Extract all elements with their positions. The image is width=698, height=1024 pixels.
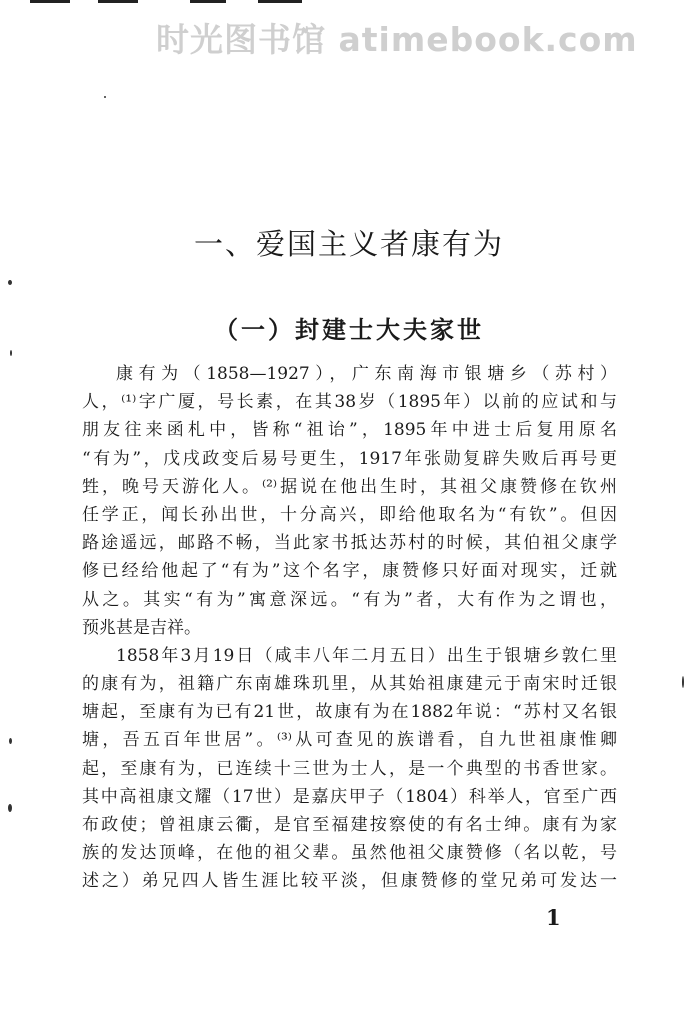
text-line: 塘，吾五百年世居”。⁽³⁾从可查见的族谱看，自九世祖康惟卿: [82, 730, 617, 751]
text-line: 其中高祖康文耀（17世）是嘉庆甲子（1804）科举人，官至广西: [82, 786, 617, 807]
page-number: 1: [546, 905, 561, 930]
text-line: 塘起，至康有为已有21世，故康有为在1882年说：“苏村又名银: [82, 702, 617, 723]
scan-speck: [104, 96, 106, 98]
chapter-title: 一、爱国主义者康有为: [193, 227, 504, 261]
text-line: 朋友往来函札中，皆称“祖诒”，1895年中进士后复用原名: [82, 420, 617, 441]
text-line: 族的发达顶峰，在他的祖父辈。虽然他祖父康赞修（名以乾，号: [82, 843, 617, 864]
text-line: 述之）弟兄四人皆生涯比较平淡，但康赞修的堂兄弟可发达一: [82, 871, 617, 892]
text-line: 从之。其实“有为”寓意深远。“有为”者，大有作为之谓也，: [82, 589, 617, 610]
text-line: 布政使；曾祖康云衢，是官至福建按察使的有名士绅。康有为家: [82, 815, 617, 835]
section-title: （一）封建士大夫家世: [214, 316, 484, 344]
text-line: 起，至康有为，已连续十三世为士人，是一个典型的书香世家。: [82, 758, 617, 779]
text-line: 路途遥远，邮路不畅，当此家书抵达苏村的时候，其伯祖父康学: [82, 533, 617, 554]
scan-speck: [682, 676, 684, 688]
scan-speck: [8, 280, 12, 285]
text-line: 康有为（1858—1927），广东南海市银塘乡（苏村）: [116, 364, 617, 384]
text-line: 1858年3月19日（咸丰八年二月五日）出生于银塘乡敦仁里: [116, 645, 617, 666]
scan-speck: [9, 738, 12, 744]
text-line: 修已经给他起了“有为”这个名字，康赞修只好面对现实，迁就: [82, 561, 617, 582]
text-line: 人，⁽¹⁾字广厦，号长素，在其38岁（1895年）以前的应试和与: [82, 392, 617, 413]
text-line: 预兆甚是吉祥。: [82, 617, 201, 638]
text-line: 的康有为，祖籍广东南雄珠玑里，从其始祖康建元于南宋时迁银: [82, 674, 617, 695]
text-line: “有为”，戊戌政变后易号更生，1917年张勋复辟失败后再号更: [82, 448, 617, 469]
text-line: 甡，晚号天游化人。⁽²⁾据说在他出生时，其祖父康赞修在钦州: [82, 476, 617, 497]
text-line: 任学正，闻长孙出世，十分高兴，即给他取名为“有钦”。但因: [82, 504, 617, 525]
scan-speck: [8, 804, 12, 812]
watermark: 时光图书馆 atimebook.com: [156, 20, 638, 59]
body-text: [82, 360, 617, 896]
scan-speck: [10, 350, 12, 356]
top-rule-marks: [0, 0, 698, 14]
